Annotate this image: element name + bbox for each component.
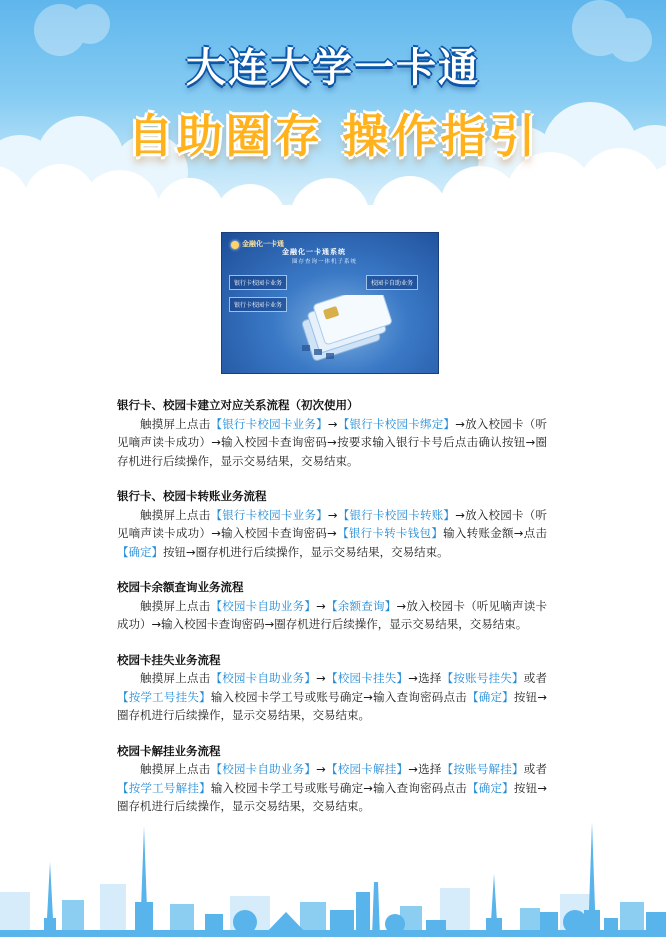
card-stack-illustration [288, 295, 398, 365]
bank-logo-icon [231, 241, 239, 249]
menu-option-link[interactable]: 【银行卡校园卡业务】 [210, 416, 328, 431]
instruction-text: 输入校园卡学工号或账号确定→输入查询密码点击 [210, 689, 467, 704]
instruction-text: 触摸屏上点击 [140, 507, 211, 522]
instruction-text: 或者 [523, 671, 548, 685]
section-balance [117, 578, 547, 634]
section-title: 银行卡、校园卡建立对应关系流程（初次使用） [117, 398, 359, 412]
instruction-text: 触摸屏上点击 [140, 416, 211, 431]
menu-option-link[interactable]: 【确定】 [466, 780, 514, 795]
instruction-text: → [316, 598, 326, 613]
menu-option-link[interactable]: 【校园卡挂失】 [325, 671, 409, 685]
menu-option-link[interactable]: 【按学工号挂失】 [117, 689, 211, 704]
instruction-text: → [327, 507, 338, 522]
instructions [117, 396, 547, 833]
menu-option-link[interactable]: 【按学工号解挂】 [117, 780, 211, 795]
menu-option-link[interactable]: 【校园卡自助业务】 [210, 598, 317, 613]
city-skyline-illustration [0, 822, 666, 937]
instruction-text: 触摸屏上点击 [140, 762, 211, 776]
instruction-text: 按钮→圈存机进行后续操作，显示交易结果，交易结束。 [163, 544, 449, 559]
section-body [117, 669, 547, 725]
section-title: 校园卡挂失业务流程 [117, 652, 221, 667]
title-line-2: 自助圈存 操作指引 [127, 109, 539, 163]
instruction-text: →放入校园卡（听见嘀声读卡成功）→输入校园卡查询密码→按要求输入银行卡号后点击确认按钮→圈存机进行后续操作，显示交易结果，交易结束。 [117, 416, 548, 468]
header-banner [0, 0, 666, 215]
kiosk-screen-image [222, 233, 438, 373]
section-body [117, 415, 547, 471]
kiosk-system-name: 金融化一卡通系统 [282, 248, 346, 256]
section-report-loss [117, 651, 547, 725]
instruction-text: → [316, 762, 326, 776]
instruction-text: →选择 [408, 671, 442, 685]
section-title: 银行卡、校园卡转账业务流程 [117, 489, 267, 503]
kiosk-logo-text: 金融化一卡通 [242, 240, 284, 248]
menu-option-link[interactable]: 【校园卡自助业务】 [210, 762, 317, 776]
menu-option-link[interactable]: 【校园卡解挂】 [325, 762, 409, 776]
menu-option-link[interactable]: 【按账号解挂】 [441, 762, 524, 776]
kiosk-button-3: 校园卡自助业务 [366, 275, 418, 290]
menu-option-link[interactable]: 【确定】 [117, 544, 163, 559]
section-body [117, 597, 547, 634]
kiosk-button-1: 银行卡校园卡业务 [229, 275, 287, 290]
menu-option-link[interactable]: 【银行卡校园卡转账】 [337, 507, 456, 522]
instruction-text: 触摸屏上点击 [140, 671, 211, 685]
instruction-text: → [327, 416, 338, 431]
section-unlock [117, 742, 547, 816]
menu-option-link[interactable]: 【按账号挂失】 [441, 671, 524, 685]
kiosk-button-2: 银行卡校园卡业务 [229, 297, 287, 312]
title-line-1: 大连大学一卡通 [186, 45, 480, 91]
menu-option-link[interactable]: 【银行卡转卡钱包】 [336, 526, 444, 540]
section-body [117, 760, 547, 816]
menu-option-link[interactable]: 【余额查询】 [325, 598, 397, 613]
instruction-text: 或者 [523, 762, 548, 776]
instruction-text: 输入校园卡学工号或账号确定→输入查询密码点击 [210, 780, 467, 795]
section-bind [117, 396, 547, 470]
kiosk-system-subtitle: 圈存查询一体机子系统 [292, 259, 358, 265]
instruction-text: 按钮→圈存机进行后续操作，显示交易结果，交易结束。 [117, 780, 547, 813]
menu-option-link[interactable]: 【校园卡自助业务】 [210, 671, 317, 685]
instruction-text: →放入校园卡（听见嘀声读卡成功）→输入校园卡查询密码→圈存机进行后续操作，显示交易结果，交易结束。 [117, 598, 548, 631]
instruction-text: 按钮→圈存机进行后续操作，显示交易结果，交易结束。 [117, 689, 547, 722]
instruction-text: →选择 [408, 762, 442, 776]
instruction-text: → [316, 671, 326, 685]
menu-option-link[interactable]: 【确定】 [466, 689, 514, 704]
section-body [117, 506, 547, 562]
instruction-text: 输入转账金额→点击 [443, 526, 547, 540]
section-title: 校园卡解挂业务流程 [117, 743, 221, 758]
menu-option-link[interactable]: 【银行卡校园卡业务】 [210, 507, 328, 522]
instruction-text: 触摸屏上点击 [140, 598, 211, 613]
section-title: 校园卡余额查询业务流程 [117, 580, 244, 594]
instruction-text: →放入校园卡（听见嘀声读卡成功）→输入校园卡查询密码→ [117, 507, 548, 540]
section-transfer [117, 487, 547, 561]
menu-option-link[interactable]: 【银行卡校园卡绑定】 [337, 416, 456, 431]
